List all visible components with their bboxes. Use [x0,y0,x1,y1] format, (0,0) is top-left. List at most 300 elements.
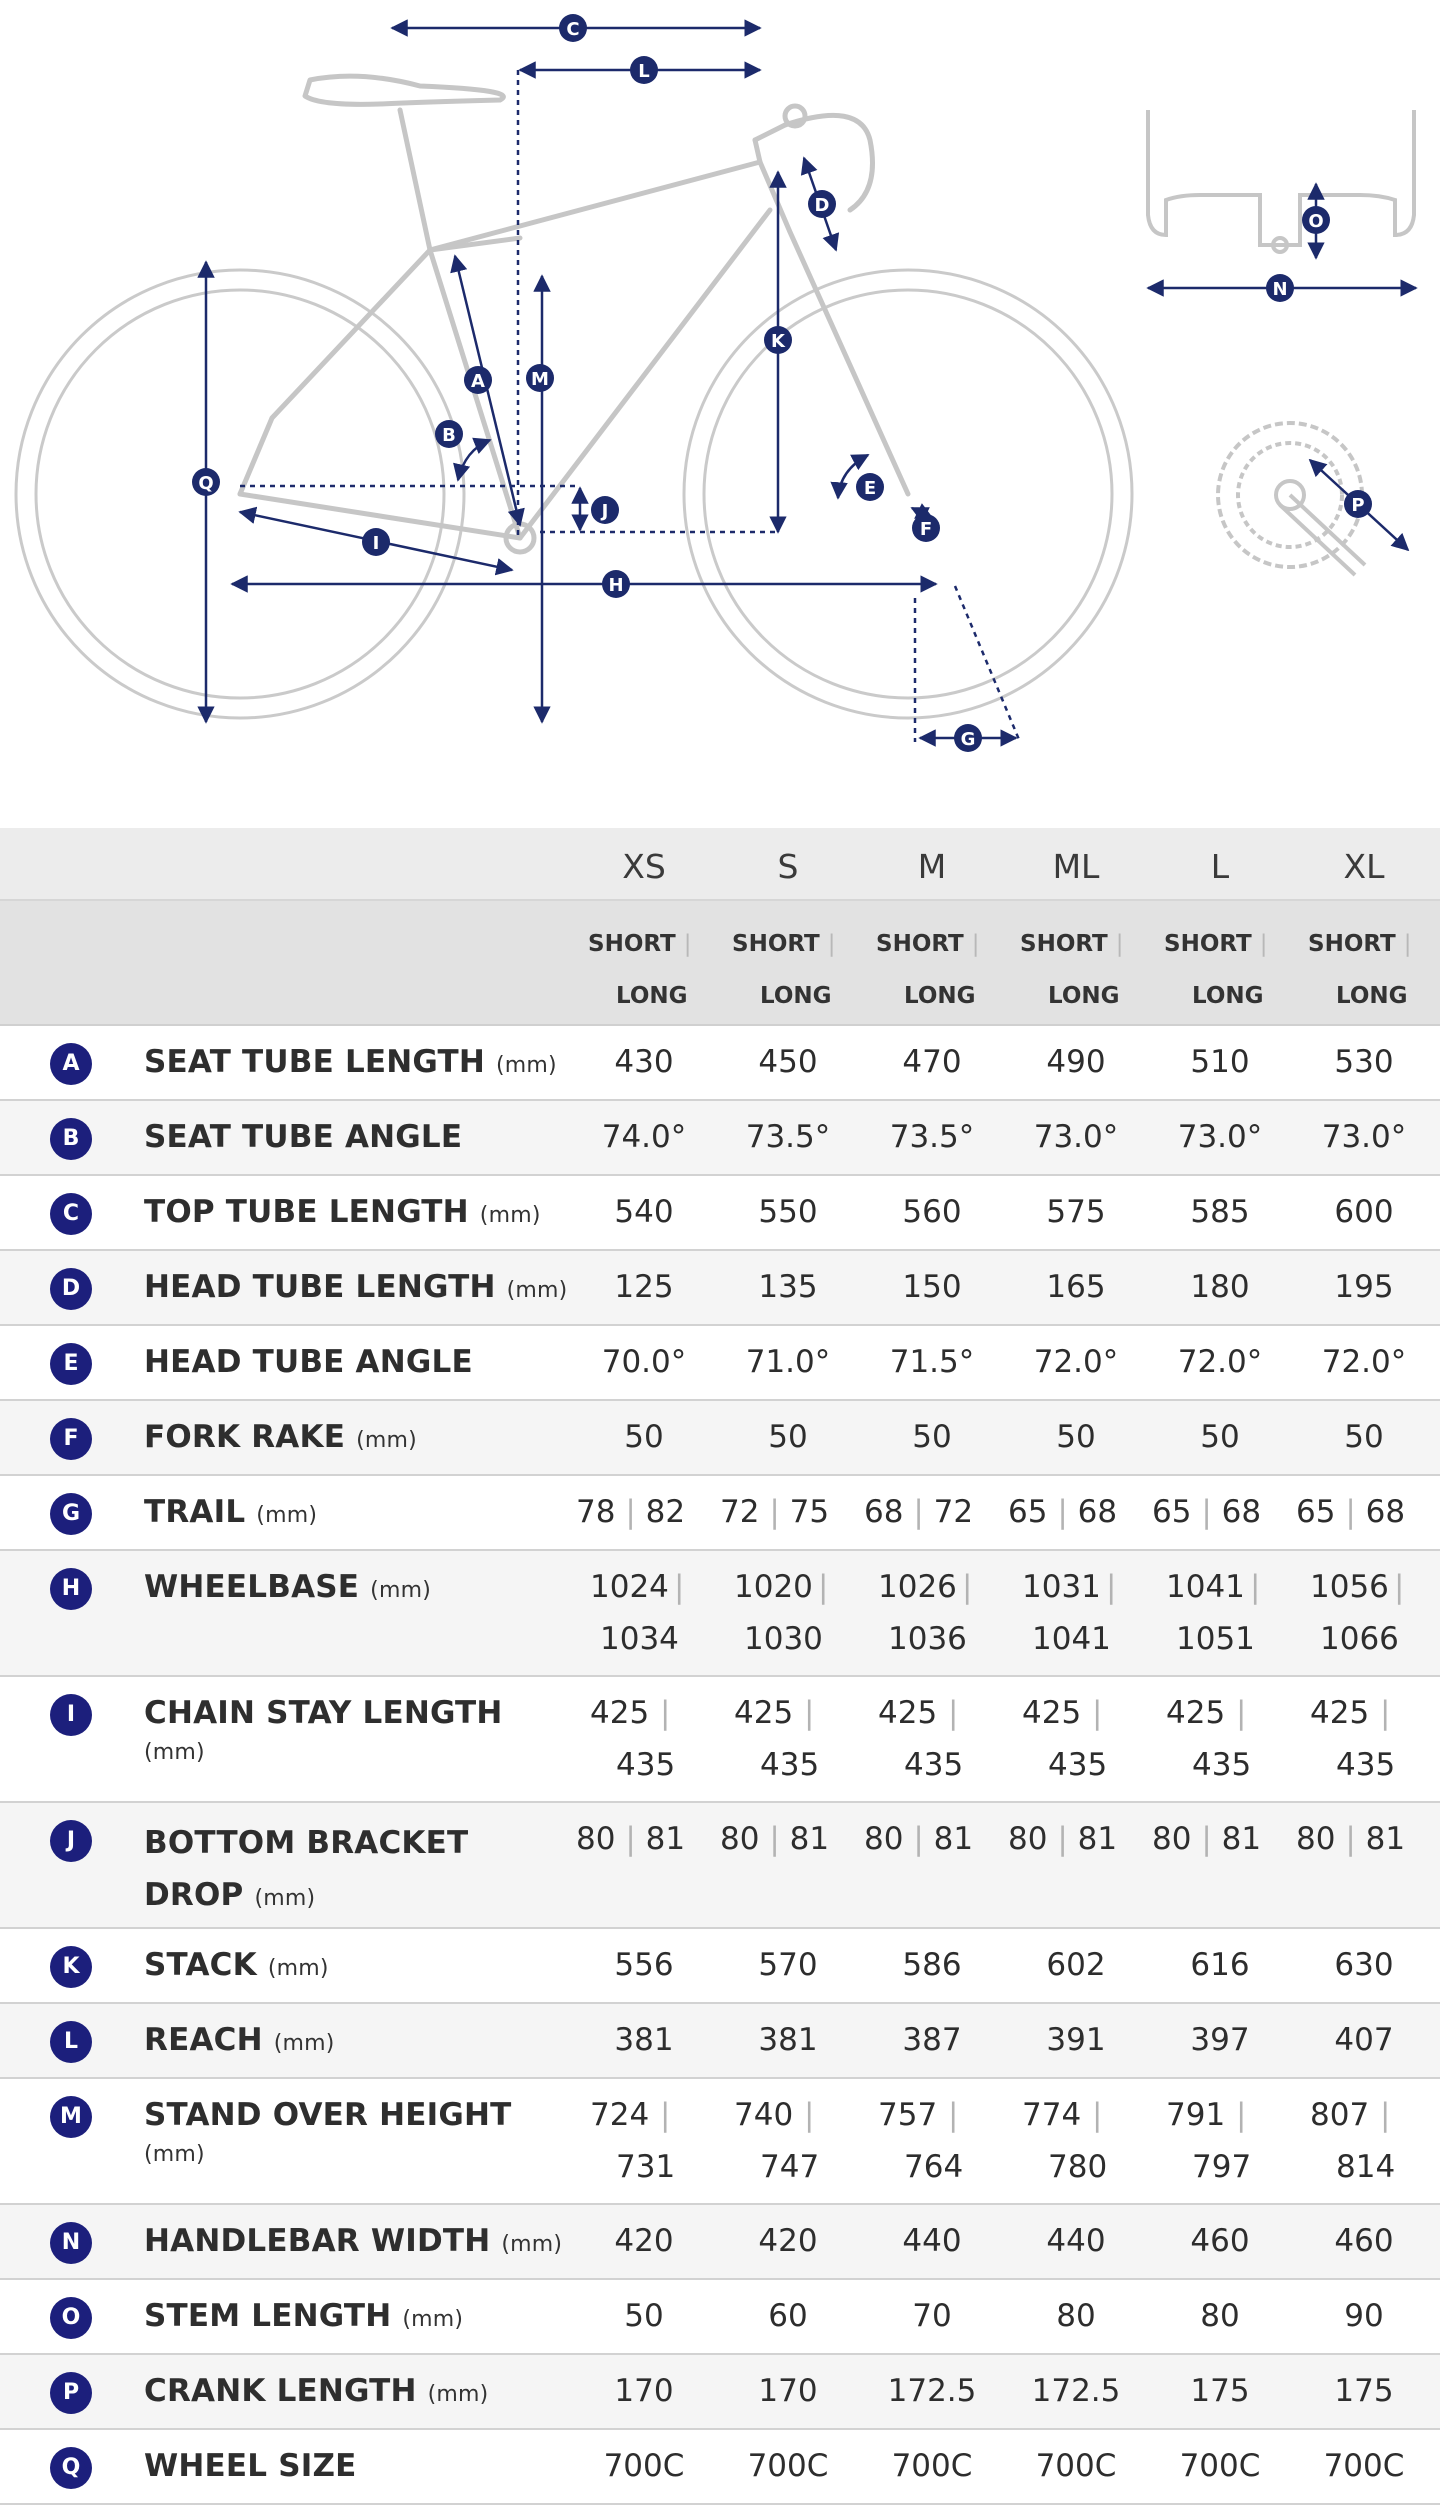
value-pair: 80 | 81 [1296,1821,1406,1857]
value-text: 170 [758,2373,818,2409]
value-text: 72.0° [1321,1344,1407,1380]
value-text: 70.0° [601,1344,687,1380]
value-cell-xl [1292,2355,1436,2428]
unit-label: (mm) [144,1740,205,1765]
value-text: 72.0° [1177,1344,1263,1380]
value-cell-m [860,1251,1004,1324]
value-text: 175 [1190,2373,1250,2409]
value-cell-m [860,1929,1004,2002]
row-label [0,1326,572,1399]
row-name: CRANK LENGTH (mm) [144,2373,489,2409]
value-cell-s [716,1176,860,1249]
value-long: 435 [760,1747,820,1783]
value-text: 700C [1035,2448,1117,2484]
geometry-row-a [0,1026,1440,1101]
value-text: 50 [768,1419,808,1455]
value-text: 700C [1179,2448,1261,2484]
value-cell-l [1148,1476,1292,1549]
value-separator: | [818,1569,829,1605]
svg-text:B: B [442,425,456,446]
value-cell-xl [1292,1476,1436,1549]
value-text: 50 [912,1419,952,1455]
row-name: CHAIN STAY LENGTH (mm) [144,1695,503,1765]
value-short: 425 [1310,1695,1370,1731]
row-values [572,2004,1440,2077]
row-name: WHEELBASE (mm) [144,1569,431,1605]
stay-length-lead [0,901,572,1024]
row-code-badge: C [50,1193,92,1235]
row-label [0,1476,572,1549]
unit-label: (mm) [273,2031,335,2056]
value-cell-s [716,1677,860,1801]
value-cell-ml [1004,1677,1148,1801]
row-code-badge: O [50,2297,92,2339]
value-text: 170 [614,2373,674,2409]
row-name: SEAT TUBE LENGTH (mm) [144,1044,557,1080]
value-cell-m [860,1401,1004,1474]
value-cell-l [1148,2430,1292,2503]
stay-option-short: SHORT | [1308,931,1412,957]
value-long: 747 [760,2149,820,2185]
value-cell-ml [1004,1551,1148,1675]
value-short: 425 [1166,1695,1226,1731]
value-long: 435 [1048,1747,1108,1783]
size-column-xs [572,828,716,899]
handlebar-front-view [1148,110,1414,252]
value-text: 90 [1344,2298,1384,2334]
value-text: 80 [1056,2298,1096,2334]
value-text: 470 [902,1044,962,1080]
row-name: TRAIL (mm) [144,1494,318,1530]
row-label [0,1176,572,1249]
value-separator: | [1106,1569,1117,1605]
row-values [572,1677,1440,1801]
marker-c [559,14,587,42]
stay-option-long: LONG [1048,983,1120,1009]
value-separator: | [1092,2097,1103,2133]
row-code-badge: M [50,2096,92,2138]
svg-text:J: J [601,501,609,522]
value-text: 460 [1334,2223,1394,2259]
value-cell-m [860,2205,1004,2278]
stay-length-option [572,901,716,1024]
value-pair: 80 | 81 [1152,1821,1262,1857]
row-name: HANDLEBAR WIDTH (mm) [144,2223,563,2259]
value-cell-m [860,1101,1004,1174]
geometry-row-l [0,2004,1440,2079]
unit-label: (mm) [506,1278,568,1303]
stay-length-header-row [0,901,1440,1026]
value-separator: | [674,1569,685,1605]
value-text: 73.5° [889,1119,975,1155]
geometry-row-f [0,1401,1440,1476]
row-values [572,1929,1440,2002]
stay-length-option [716,901,860,1024]
row-name: STEM LENGTH (mm) [144,2298,464,2334]
value-text: 420 [614,2223,674,2259]
size-label: S [777,847,799,886]
value-cell-xs [572,1677,716,1801]
value-cell-xl [1292,2079,1436,2203]
row-code-badge: K [50,1946,92,1988]
geometry-row-h [0,1551,1440,1677]
value-cell-xs [572,1401,716,1474]
unit-label: (mm) [356,1428,417,1453]
value-cell-ml [1004,2430,1148,2503]
value-cell-l [1148,1929,1292,2002]
row-label [0,1101,572,1174]
row-code-badge: B [50,1118,92,1160]
value-cell-xl [1292,1251,1436,1324]
marker-l [630,56,658,84]
value-cell-xs [572,2205,716,2278]
value-text: 74.0° [601,1119,687,1155]
value-long: 764 [904,2149,964,2185]
geometry-row-n [0,2205,1440,2280]
size-column-s [716,828,860,899]
value-text: 630 [1334,1947,1394,1983]
value-cell-m [860,1803,1004,1927]
value-short: 774 [1022,2097,1082,2133]
value-text: 556 [614,1947,674,1983]
value-cell-ml [1004,1026,1148,1099]
value-cell-xl [1292,1326,1436,1399]
row-values [572,2280,1440,2353]
value-separator: | [948,2097,959,2133]
row-values [572,1326,1440,1399]
value-short: 425 [734,1695,794,1731]
row-values [572,2205,1440,2278]
stay-option-short: SHORT | [732,931,836,957]
value-short: 425 [1022,1695,1082,1731]
value-short: 1031 [1022,1569,1101,1605]
value-cell-m [860,2430,1004,2503]
value-cell-xs [572,1551,716,1675]
value-cell-m [860,1326,1004,1399]
marker-k [764,326,792,354]
row-label [0,1551,572,1675]
value-long: 780 [1048,2149,1108,2185]
marker-g [954,724,982,752]
row-name: WHEEL SIZE [144,2448,357,2484]
value-text: 50 [624,2298,664,2334]
stay-length-option [1148,901,1292,1024]
value-long: 1030 [744,1621,823,1657]
value-cell-xl [1292,1803,1436,1927]
value-text: 50 [624,1419,664,1455]
value-text: 700C [1323,2448,1405,2484]
row-values [572,1803,1440,1927]
value-text: 585 [1190,1194,1250,1230]
value-cell-xs [572,2004,716,2077]
value-pair: 68 | 72 [864,1494,974,1530]
value-cell-m [860,2004,1004,2077]
value-cell-xs [572,1803,716,1927]
geometry-row-p [0,2355,1440,2430]
row-name: HEAD TUBE ANGLE [144,1344,473,1380]
value-cell-ml [1004,1476,1148,1549]
value-cell-ml [1004,1326,1148,1399]
value-cell-s [716,2205,860,2278]
row-values [572,1551,1440,1675]
geometry-row-i [0,1677,1440,1803]
row-label [0,1026,572,1099]
row-code-badge: A [50,1043,92,1085]
value-long: 435 [1336,1747,1396,1783]
row-label [0,1803,572,1927]
value-cell-xs [572,1476,716,1549]
value-text: 72.0° [1033,1344,1119,1380]
unit-label: (mm) [267,1956,329,1981]
value-text: 407 [1334,2022,1394,2058]
stay-option-long: LONG [616,983,688,1009]
value-text: 700C [603,2448,685,2484]
value-text: 71.5° [889,1344,975,1380]
value-text: 165 [1046,1269,1106,1305]
value-pair: 80 | 81 [720,1821,830,1857]
value-cell-l [1148,1551,1292,1675]
value-cell-ml [1004,2280,1148,2353]
value-separator: | [1092,1695,1103,1731]
value-separator: | [1394,1569,1405,1605]
value-cell-s [716,1251,860,1324]
value-long: 814 [1336,2149,1396,2185]
value-separator: | [660,2097,671,2133]
value-cell-ml [1004,2079,1148,2203]
value-cell-xl [1292,1401,1436,1474]
svg-text:E: E [863,478,877,499]
row-code-badge: I [50,1694,92,1736]
value-cell-xs [572,1251,716,1324]
stay-option-long: LONG [1192,983,1264,1009]
marker-o [1302,206,1330,234]
marker-a [464,366,492,394]
marker-d [808,190,836,218]
svg-text:M: M [531,369,549,390]
value-separator: | [1236,1695,1247,1731]
value-text: 391 [1046,2022,1106,2058]
value-text: 570 [758,1947,818,1983]
value-pair: 80 | 81 [1008,1821,1118,1857]
value-cell-l [1148,2280,1292,2353]
value-short: 1041 [1166,1569,1245,1605]
value-cell-xl [1292,1101,1436,1174]
value-text: 175 [1334,2373,1394,2409]
value-text: 387 [902,2022,962,2058]
value-long: 435 [904,1747,964,1783]
value-short: 1024 [590,1569,669,1605]
value-cell-xs [572,1026,716,1099]
svg-text:H: H [608,575,624,596]
value-cell-s [716,1026,860,1099]
marker-q [192,468,220,496]
row-code-badge: L [50,2021,92,2063]
row-code-badge: H [50,1568,92,1610]
value-cell-l [1148,2355,1292,2428]
marker-n [1266,274,1294,302]
value-separator: | [1380,2097,1391,2133]
value-long: 435 [1192,1747,1252,1783]
stay-length-option [860,901,1004,1024]
value-separator: | [1236,2097,1247,2133]
value-text: 73.0° [1177,1119,1263,1155]
value-separator: | [660,1695,671,1731]
value-text: 420 [758,2223,818,2259]
value-text: 135 [758,1269,818,1305]
value-short: 757 [878,2097,938,2133]
value-short: 1026 [878,1569,957,1605]
svg-text:O: O [1308,211,1324,232]
value-text: 50 [1200,1419,1240,1455]
value-cell-s [716,1803,860,1927]
value-cell-s [716,1929,860,2002]
stay-option-short: SHORT | [1020,931,1124,957]
value-text: 125 [614,1269,674,1305]
row-name: HEAD TUBE LENGTH (mm) [144,1269,568,1305]
geometry-row-b [0,1101,1440,1176]
size-header-cells [572,828,1440,899]
row-values [572,2079,1440,2203]
geometry-row-g [0,1476,1440,1551]
unit-label: (mm) [427,2382,489,2407]
value-text: 172.5 [887,2373,977,2409]
size-label: XL [1343,847,1385,886]
value-text: 602 [1046,1947,1106,1983]
row-label [0,1401,572,1474]
value-long: 435 [616,1747,676,1783]
value-long: 1066 [1320,1621,1399,1657]
row-label [0,2430,572,2503]
row-code-badge: P [50,2372,92,2414]
value-cell-xs [572,1929,716,2002]
value-cell-m [860,1677,1004,1801]
size-label: L [1210,847,1230,886]
value-text: 430 [614,1044,674,1080]
value-short: 791 [1166,2097,1226,2133]
svg-text:D: D [814,195,830,216]
row-code-badge: G [50,1493,92,1535]
row-values [572,1101,1440,1174]
stay-option-short: SHORT | [588,931,692,957]
value-text: 50 [1056,1419,1096,1455]
row-label [0,1929,572,2002]
size-column-m [860,828,1004,899]
value-cell-xs [572,2280,716,2353]
value-cell-s [716,2079,860,2203]
size-label: ML [1052,847,1100,886]
row-label [0,1251,572,1324]
value-pair: 65 | 68 [1296,1494,1406,1530]
value-cell-s [716,2280,860,2353]
stay-option-short: SHORT | [1164,931,1268,957]
geometry-row-m [0,2079,1440,2205]
value-cell-m [860,2079,1004,2203]
value-text: 550 [758,1194,818,1230]
value-cell-m [860,1176,1004,1249]
row-values [572,1176,1440,1249]
row-label [0,2079,572,2203]
value-cell-ml [1004,1803,1148,1927]
size-label: XS [622,847,666,886]
value-text: 195 [1334,1269,1394,1305]
marker-h [602,570,630,598]
svg-text:Q: Q [198,473,214,494]
value-cell-l [1148,1401,1292,1474]
svg-text:G: G [960,729,976,750]
value-cell-ml [1004,2205,1148,2278]
value-text: 73.0° [1033,1119,1119,1155]
geometry-row-j [0,1803,1440,1929]
geometry-table [0,828,1440,2505]
value-text: 172.5 [1031,2373,1121,2409]
row-name: TOP TUBE LENGTH (mm) [144,1194,541,1230]
value-text: 397 [1190,2022,1250,2058]
geometry-row-o [0,2280,1440,2355]
value-cell-l [1148,2205,1292,2278]
value-text: 560 [902,1194,962,1230]
value-text: 540 [614,1194,674,1230]
row-code-badge: F [50,1418,92,1460]
value-cell-ml [1004,1101,1148,1174]
value-cell-l [1148,2004,1292,2077]
value-pair: 80 | 81 [576,1821,686,1857]
value-text: 510 [1190,1044,1250,1080]
value-cell-xs [572,2079,716,2203]
unit-label: (mm) [254,1886,316,1911]
value-cell-xl [1292,2280,1436,2353]
row-name: STAND OVER HEIGHT (mm) [144,2097,512,2167]
value-text: 80 [1200,2298,1240,2334]
value-text: 73.5° [745,1119,831,1155]
value-text: 50 [1344,1419,1384,1455]
value-text: 440 [1046,2223,1106,2259]
row-name: REACH (mm) [144,2022,335,2058]
value-separator: | [804,1695,815,1731]
marker-e [856,473,884,501]
value-text: 381 [758,2022,818,2058]
row-values [572,2355,1440,2428]
svg-text:F: F [919,519,933,540]
value-separator: | [948,1695,959,1731]
value-short: 724 [590,2097,650,2133]
value-cell-xl [1292,1551,1436,1675]
value-cell-l [1148,1251,1292,1324]
value-cell-s [716,1326,860,1399]
value-cell-l [1148,2079,1292,2203]
stay-length-option [1004,901,1148,1024]
value-cell-xs [572,1176,716,1249]
value-cell-m [860,1476,1004,1549]
value-cell-xl [1292,1929,1436,2002]
value-pair: 65 | 68 [1152,1494,1262,1530]
value-text: 381 [614,2022,674,2058]
value-cell-s [716,1476,860,1549]
row-code-badge: J [50,1820,92,1862]
value-cell-s [716,2430,860,2503]
row-code-badge: N [50,2222,92,2264]
value-text: 150 [902,1269,962,1305]
value-cell-l [1148,1026,1292,1099]
unit-label: (mm) [370,1578,431,1603]
geometry-row-e [0,1326,1440,1401]
size-header-lead [0,828,572,899]
value-pair: 72 | 75 [720,1494,830,1530]
row-values [572,1476,1440,1549]
value-short: 807 [1310,2097,1370,2133]
value-pair: 78 | 82 [576,1494,686,1530]
value-text: 70 [912,2298,952,2334]
value-cell-ml [1004,1251,1148,1324]
